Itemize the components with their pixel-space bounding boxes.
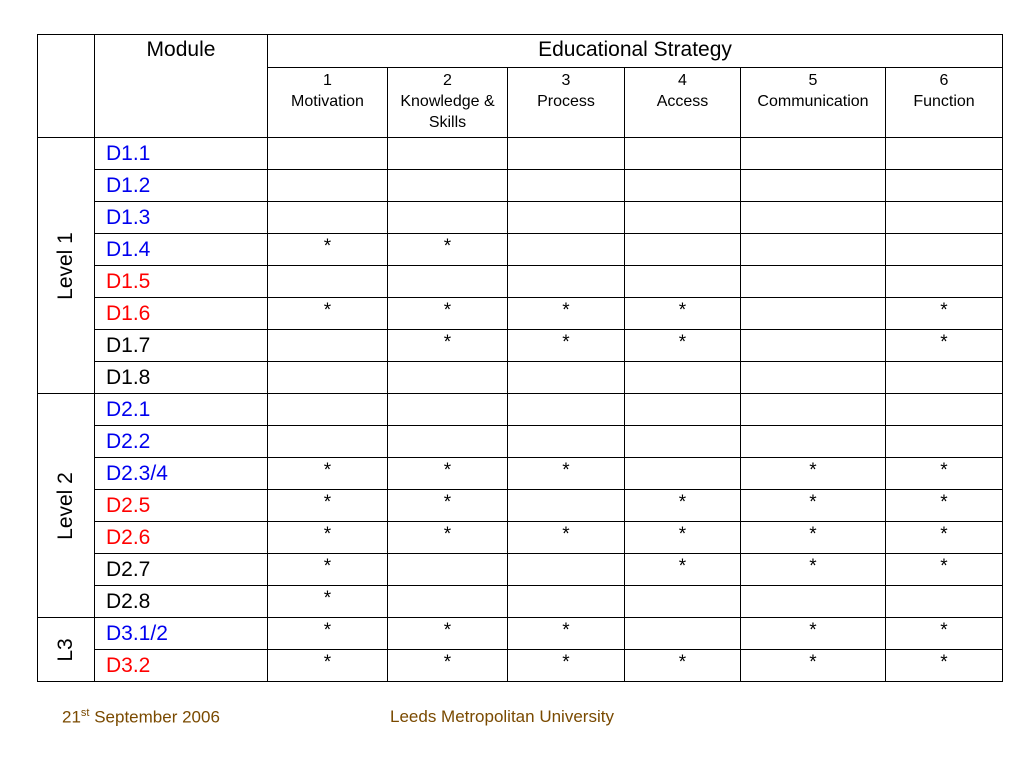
corner-cell [38, 35, 95, 138]
module-code: D1.1 [95, 138, 268, 170]
strategy-mark-cell [268, 266, 388, 298]
module-code: D1.3 [95, 202, 268, 234]
strategy-mark-cell: * [508, 618, 625, 650]
strategy-mark-cell [886, 234, 1003, 266]
strategy-mark-cell [741, 586, 886, 618]
strategy-header-3 [508, 68, 625, 138]
strategy-number: 6 [939, 72, 949, 89]
strategy-mark-cell: * [268, 618, 388, 650]
strategy-header-4 [625, 68, 741, 138]
strategy-mark-cell [741, 298, 886, 330]
level-cell [38, 138, 95, 394]
strategy-mark-cell [886, 138, 1003, 170]
strategy-mark-cell: * [268, 234, 388, 266]
table-row [38, 554, 1003, 586]
strategy-mark-cell: * [886, 330, 1003, 362]
strategy-mark-cell [886, 170, 1003, 202]
strategy-mark-cell [625, 362, 741, 394]
strategy-label: Access [656, 93, 709, 110]
module-code: D1.5 [95, 266, 268, 298]
strategy-mark-cell [388, 266, 508, 298]
strategy-mark-cell: * [508, 522, 625, 554]
table-row [38, 426, 1003, 458]
strategy-mark-cell: * [886, 490, 1003, 522]
table-row [38, 586, 1003, 618]
strategy-mark-cell [741, 426, 886, 458]
strategy-mark-cell [508, 394, 625, 426]
strategy-mark-cell: * [388, 618, 508, 650]
strategy-mark-cell [886, 362, 1003, 394]
strategy-mark-cell [508, 202, 625, 234]
strategy-label: Motivation [291, 93, 364, 110]
strategy-mark-cell: * [508, 458, 625, 490]
strategy-mark-cell: * [388, 298, 508, 330]
table-row [38, 522, 1003, 554]
level-label: L3 [54, 637, 77, 662]
strategy-mark-cell [388, 362, 508, 394]
strategy-mark-cell [268, 362, 388, 394]
strategy-mark-cell [625, 458, 741, 490]
strategy-mark-cell [625, 586, 741, 618]
table-body [38, 35, 1003, 682]
educational-strategy-header: Educational Strategy [268, 35, 1003, 68]
strategy-label: Communication [757, 93, 869, 110]
strategy-mark-cell: * [508, 298, 625, 330]
strategy-mark-cell: * [741, 522, 886, 554]
strategy-mark-cell [741, 170, 886, 202]
strategy-mark-cell: * [268, 586, 388, 618]
strategy-mark-cell [388, 170, 508, 202]
strategy-mark-cell: * [741, 618, 886, 650]
strategy-mark-cell [741, 266, 886, 298]
strategy-mark-cell: * [886, 298, 1003, 330]
strategy-mark-cell [625, 266, 741, 298]
strategy-mark-cell [741, 202, 886, 234]
module-code: D3.2 [95, 650, 268, 682]
strategy-mark-cell: * [268, 554, 388, 586]
strategy-number: 3 [561, 72, 571, 89]
strategy-mark-cell [886, 426, 1003, 458]
strategy-mark-cell: * [886, 650, 1003, 682]
strategy-header-2 [388, 68, 508, 138]
strategy-mark-cell: * [625, 554, 741, 586]
strategy-mark-cell [625, 138, 741, 170]
strategy-mark-cell [508, 170, 625, 202]
strategy-mark-cell [625, 618, 741, 650]
strategy-label: Process [537, 93, 595, 110]
module-code: D1.4 [95, 234, 268, 266]
strategy-mark-cell [886, 266, 1003, 298]
header-row-top [38, 35, 1003, 68]
strategy-mark-cell [508, 586, 625, 618]
strategy-mark-cell: * [741, 554, 886, 586]
strategy-mark-cell [388, 554, 508, 586]
strategy-mark-cell: * [625, 330, 741, 362]
module-code: D1.2 [95, 170, 268, 202]
strategy-mark-cell [886, 394, 1003, 426]
strategy-mark-cell [508, 490, 625, 522]
strategy-mark-cell: * [741, 650, 886, 682]
table-row [38, 202, 1003, 234]
strategy-mark-cell [886, 586, 1003, 618]
level-cell [38, 394, 95, 618]
strategy-mark-cell [741, 138, 886, 170]
level-cell [38, 618, 95, 682]
level-label: Level 2 [54, 471, 77, 540]
strategy-mark-cell [741, 362, 886, 394]
strategy-mark-cell [508, 266, 625, 298]
strategy-number: 4 [678, 72, 687, 89]
strategy-matrix-table [37, 34, 1003, 682]
strategy-mark-cell: * [388, 234, 508, 266]
strategy-mark-cell: * [741, 458, 886, 490]
strategy-mark-cell: * [886, 522, 1003, 554]
table-row [38, 170, 1003, 202]
strategy-mark-cell [625, 234, 741, 266]
strategy-mark-cell: * [508, 330, 625, 362]
strategy-mark-cell [886, 202, 1003, 234]
table-row [38, 618, 1003, 650]
module-header: Module [95, 35, 268, 138]
module-code: D2.1 [95, 394, 268, 426]
footer-date [62, 707, 220, 728]
strategy-header-6 [886, 68, 1003, 138]
module-code: D2.7 [95, 554, 268, 586]
strategy-number: 1 [323, 72, 332, 89]
strategy-mark-cell: * [886, 618, 1003, 650]
table-row [38, 394, 1003, 426]
strategy-mark-cell [508, 234, 625, 266]
strategy-mark-cell: * [625, 298, 741, 330]
strategy-mark-cell [625, 394, 741, 426]
strategy-mark-cell [388, 586, 508, 618]
strategy-mark-cell [268, 170, 388, 202]
strategy-mark-cell [741, 234, 886, 266]
footer-date-day: 21 [62, 707, 81, 727]
strategy-mark-cell: * [508, 650, 625, 682]
strategy-mark-cell [268, 426, 388, 458]
strategy-header-1 [268, 68, 388, 138]
strategy-mark-cell: * [625, 490, 741, 522]
footer-institution: Leeds Metropolitan University [390, 707, 614, 726]
strategy-mark-cell [268, 138, 388, 170]
strategy-mark-cell [508, 362, 625, 394]
strategy-label: Function [913, 93, 975, 110]
strategy-mark-cell: * [886, 458, 1003, 490]
strategy-mark-cell: * [268, 458, 388, 490]
strategy-number: 5 [808, 72, 818, 89]
strategy-mark-cell [388, 202, 508, 234]
strategy-mark-cell: * [625, 522, 741, 554]
strategy-number: 2 [443, 72, 452, 89]
strategy-mark-cell: * [388, 490, 508, 522]
module-code: D2.6 [95, 522, 268, 554]
strategy-mark-cell [508, 138, 625, 170]
module-code: D3.1/2 [95, 618, 268, 650]
strategy-mark-cell: * [741, 490, 886, 522]
strategy-mark-cell: * [625, 650, 741, 682]
strategy-mark-cell [268, 394, 388, 426]
module-code: D1.7 [95, 330, 268, 362]
strategy-mark-cell [625, 202, 741, 234]
strategy-mark-cell: * [886, 554, 1003, 586]
strategy-mark-cell [741, 394, 886, 426]
strategy-mark-cell: * [268, 298, 388, 330]
table-row [38, 490, 1003, 522]
strategy-header-5 [741, 68, 886, 138]
strategy-mark-cell: * [268, 650, 388, 682]
strategy-mark-cell [388, 426, 508, 458]
module-code: D2.2 [95, 426, 268, 458]
strategy-mark-cell: * [268, 490, 388, 522]
strategy-mark-cell [268, 330, 388, 362]
strategy-mark-cell: * [388, 650, 508, 682]
level-label: Level 1 [54, 231, 77, 300]
table-row [38, 650, 1003, 682]
strategy-mark-cell [268, 202, 388, 234]
table-row [38, 138, 1003, 170]
strategy-mark-cell: * [388, 522, 508, 554]
strategy-mark-cell [388, 138, 508, 170]
strategy-mark-cell [741, 330, 886, 362]
table-row [38, 234, 1003, 266]
module-code: D1.8 [95, 362, 268, 394]
strategy-mark-cell [625, 170, 741, 202]
table-row [38, 362, 1003, 394]
table-row [38, 266, 1003, 298]
strategy-mark-cell: * [388, 330, 508, 362]
strategy-mark-cell [625, 426, 741, 458]
strategy-mark-cell: * [388, 458, 508, 490]
table-row [38, 458, 1003, 490]
footer-date-rest: September 2006 [89, 707, 220, 727]
module-code: D2.3/4 [95, 458, 268, 490]
strategy-label: Knowledge & Skills [400, 93, 495, 131]
module-code: D1.6 [95, 298, 268, 330]
table-row [38, 330, 1003, 362]
module-code: D2.8 [95, 586, 268, 618]
module-code: D2.5 [95, 490, 268, 522]
strategy-mark-cell [508, 554, 625, 586]
strategy-mark-cell: * [268, 522, 388, 554]
table-row [38, 298, 1003, 330]
strategy-mark-cell [508, 426, 625, 458]
footer-date-suffix: st [80, 707, 90, 719]
strategy-mark-cell [388, 394, 508, 426]
